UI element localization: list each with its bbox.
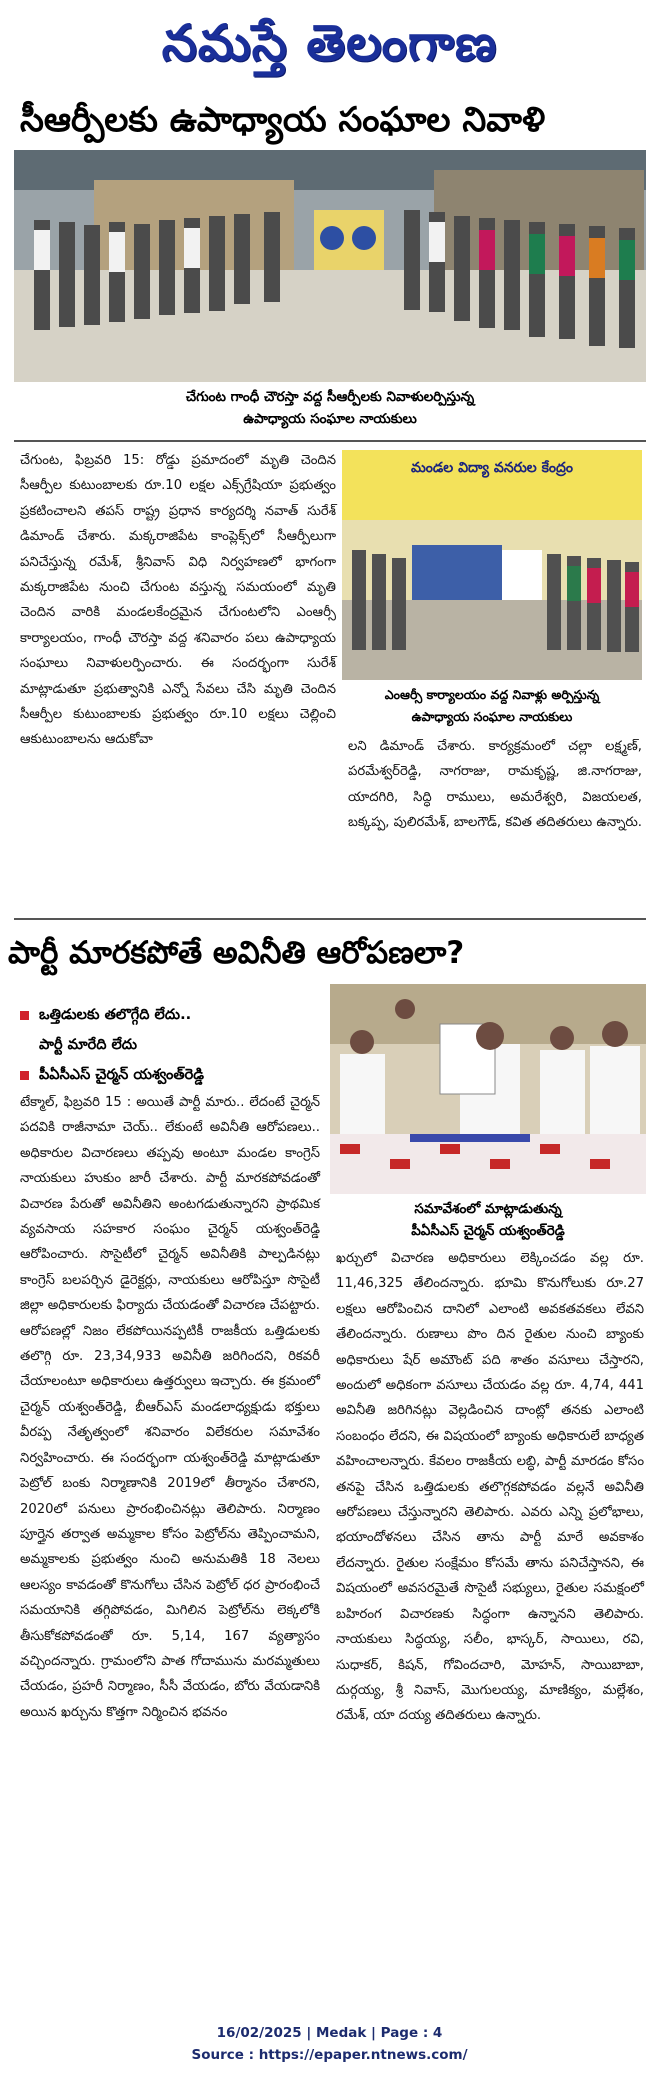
caption-line: సమావేశంలో మాట్లాడుతున్న <box>414 1201 562 1217</box>
caption-line: పీఏసీఎస్ చైర్మన్ యశ్వంత్‌రెడ్డి <box>411 1223 565 1239</box>
bullet-square-icon <box>20 1071 29 1080</box>
article2-highlights <box>20 1000 336 1090</box>
highlight-item <box>20 1000 336 1030</box>
article1-body-right <box>348 734 642 836</box>
article1-photo-mrc-office <box>342 450 642 680</box>
article1-photo2-caption <box>342 684 642 728</box>
article2-photo-press-meet <box>330 984 646 1194</box>
masthead-title: నమస్తే తెలంగాణ <box>161 13 498 72</box>
caption-line: చేగుంట గాంధీ చౌరస్తా వద్ద సీఆర్పీలకు నివాళులర్పిస్తున్న <box>185 389 475 405</box>
bullet-square-icon <box>20 1011 29 1020</box>
article1-photo1-caption <box>40 386 620 430</box>
divider <box>14 440 646 442</box>
paragraph: ఖర్చులో విచారణ అధికారులు లెక్కించడం వల్ల రూ. 11,46,325 తేలిందన్నారు. భూమి కొనుగోలుకు రూ.27 లక్షలు ఆరోపించిన దానిలో ఎలాంటి అవకతవకలు లేవని తేలిందన్నారు. రుణాలు పొం దిన రైతుల నుంచి బ్యాంకు అధికారులు షేర్ అమౌంట్ పది శాతం వసూలు చేస్తారని, అందులో అధికంగా వసూలు చేయడం వల్ల రూ. 4,74, 441 అవినీతి జరిగినట్లు వెల్లడించిన దాంట్లో తనకు ఎలాంటి సంబంధం లేదని, ఈ విషయంలో బ్యాంకు అధికారులే బాధ్యత వహించాలన్నారు. కేవలం రాజకీయ లబ్ధి, పార్టీ మారడం కోసం తనపై చేసిన ఒత్తిడులకు తలొగ్గకపోవడం వల్లనే అవినీతి ఆరోపణలు చేస్తున్నారని తెలిపారు. ఎవరు ఎన్ని ప్రలోభాలు, భయాందోళనలు చేసిన తాను పార్టీ మారే అవకాశం లేదన్నారు. రైతుల సంక్షేమం కోసమే తాను పనిచేస్తానని, ఈ విషయంలో అవసరమైతే సొసైటీ సభ్యులు, రైతుల సమక్షంలో బహిరంగ విచారణకు సిద్ధంగా ఉన్నానని తెలిపారు. నాయకులు సిద్ధయ్య, సలీం, భాస్కర్, సాయిలు, రవి, సుధాకర్, కిషన్, గోవిందచారి, మోహన్, సాయిబాబా, దుర్గయ్య, శ్రీ నివాస్, మొగులయ్య, మాణిక్యం, మల్లేశం, రమేశ్, యా దయ్య తదితరులు ఉన్నారు. <box>336 1251 644 1724</box>
article1-body-left <box>20 448 336 753</box>
article2-headline: పార్టీ మారకపోతే అవినీతి ఆరోపణలా? <box>8 935 465 971</box>
masthead <box>0 0 659 86</box>
highlight-item <box>20 1060 336 1090</box>
caption-line: ఎంఆర్సీ కార్యాలయం వద్ద నివాళ్లు అర్పిస్తున్న <box>384 687 600 702</box>
divider <box>14 918 646 920</box>
paragraph: చేగుంట, ఫిబ్రవరి 15: రోడ్డు ప్రమాదంలో మృతి చెందిన సీఆర్పీల కుటుంబాలకు రూ.10 లక్షల ఎక్స్‌గ్రేషియా ప్రభుత్వం ప్రకటించాలని తపస్ రాష్ట్ర ప్రధాన కార్యదర్శి నవాత్ సురేశ్ డిమాండ్ చేశారు. మక్కరాజిపేట కాంప్లెక్స్‌లో సీఆర్పీలుగా పనిచేస్తున్న రమేశ్, శ్రీనివాస్ విధి నిర్వహణలో భాగంగా మక్కరాజిపేట నుంచి చేగుంట వస్తున్న సమయంలో మృతి చెందిన వారికి మండలకేంద్రమైన చేగుంటలోని ఎంఆర్సీ కార్యాలయం, గాంధీ చౌరస్తా వద్ద శనివారం పలు ఉపాధ్యాయ సంఘాలు నివాళులర్పించారు. ఈ సందర్భంగా సురేశ్ మాట్లాడుతూ ప్రభుత్వానికి ఎన్నో సేవలు చేసి మృతి చెందిన సీఆర్పీల కుటుంబాలకు ప్రభుత్వం రూ.10 లక్షలు చెల్లించి ఆకుటుంబాలను ఆదుకోవా <box>20 453 336 748</box>
caption-line: ఉపాధ్యాయ సంఘాల నాయకులు <box>243 411 417 427</box>
paragraph: టేక్మాల్, ఫిబ్రవరి 15 : అయితే పార్టీ మారు.. లేదంటే చైర్మన్ పదవికి రాజీనామా చెయ్.. లేకుంటే అవినీతి ఆరోపణలు.. అధికారుల విచారణలు తప్పవు అంటూ మండల కాంగ్రెస్ నాయకులు హుకుం జారీ చేశారు. పార్టీ మారకపోవడంతో విచారణ పేరుతో అవినీతిని అంటగడుతున్నారని ప్రాథమిక వ్యవసాయ సహకార సంఘం చైర్మన్ యశ్వంత్‌రెడ్డి ఆరోపించారు. సొసైటీలో చైర్మన్ అవినీతికి పాల్పడినట్లు కాంగ్రెస్ బలపర్చిన డైరెక్టర్లు, నాయకులు ఆరోపిస్తూ సొసైటీ జిల్లా అధికారులకు ఫిర్యాదు చేయడంతో విచారణ చేపట్టారు. ఆరోపణల్లో నిజం లేకపోయినప్పటికీ రాజకీయ ఒత్తిడులకు తలొగ్గి రూ. 23,34,933 అవినీతి జరిగిందని, రికవరీ చేయాలంటూ అధికారులు ఉత్తర్వులు ఇచ్చారు. ఈ క్రమంలో చైర్మన్ యశ్వంత్‌రెడ్డి, బీఆర్ఎస్ మండలాధ్యక్షుడు భక్తులు వీరప్ప నేతృత్వంలో శనివారం విలేకరుల సమావేశం నిర్వహించారు. ఈ సందర్భంగా యశ్వంత్‌రెడ్డి మాట్లాడుతూ పెట్రోల్ బంకు నిర్మాణానికి 2019లో తీర్మానం చేశారని, 2020లో పనులు ప్రారంభించినట్లు తెలిపారు. నిర్మాణం పూర్తైన తర్వాత అమ్మకాల కోసం పెట్రోల్‌ను తెప్పించామని, అమ్మకాలకు ప్రభుత్వం నుంచి అనుమతికి 18 నెలలు ఆలస్యం కావడంతో కొనుగోలు చేసిన పెట్రోల్ ధర ప్రారంభించే సమయానికి తగ్గిపోవడం, మిగిలిన పెట్రోల్‌ను లెక్కలోకి తీసుకోకపోవడంతో రూ. 5,14, 167 వ్యత్యాసం వచ్చిందన్నారు. గ్రామంలోని పాత గోదామును మరమ్మతులు చేయడం, ప్రహరీ నిర్మాణం, సీసీ వేయడం, బోరు వేయడానికి అయిన ఖర్చును కొత్తగా నిర్మించిన భవనం <box>20 1095 320 1720</box>
caption-line: ఉపాధ్యాయ సంఘాల నాయకులు <box>411 709 573 724</box>
article1-headline: సీఆర్పీలకు ఉపాధ్యాయ సంఘాల నివాళి <box>20 100 546 140</box>
photo-banner-text: మండల విద్యా వనరుల కేంద్రం <box>411 460 573 476</box>
highlight-text: పార్టీ మారేది లేదు <box>39 1037 138 1053</box>
article2-body-right <box>336 1246 644 1729</box>
footer-date-edition: 16/02/2025 | Medak | Page : 4 <box>216 2025 443 2041</box>
article1-photo-street-tribute <box>14 150 646 382</box>
footer-source-link[interactable]: Source : https://epaper.ntnews.com/ <box>191 2047 468 2063</box>
highlight-text: పీఏసీఎస్ చైర్మన్ యశ్వంత్‌రెడ్డి <box>39 1067 204 1083</box>
highlight-item <box>20 1030 336 1060</box>
paragraph: లని డిమాండ్ చేశారు. కార్యక్రమంలో చల్లా లక్ష్మణ్, పరమేశ్వర్‌రెడ్డి, నాగరాజు, రామకృష్ణ, జి.నాగరాజు, యాదగిరి, సిద్ధి రాములు, అమరేశ్వరి, విజయలత, బక్కప్ప, పులిరమేశ్, బాలగౌడ్, కవిత తదితరులు ఉన్నారు. <box>348 739 642 831</box>
article2-photo-caption <box>330 1198 646 1242</box>
article2-body-left <box>20 1090 320 1725</box>
highlight-text: ఒత్తిడులకు తలొగ్గేది లేదు.. <box>39 1007 192 1023</box>
